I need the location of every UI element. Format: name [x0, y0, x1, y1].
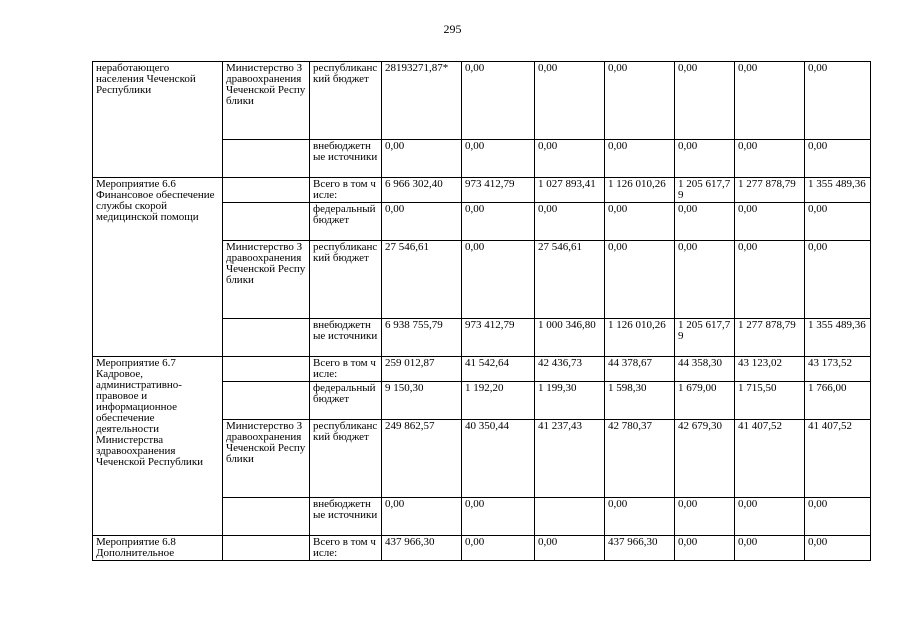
year-value-cell: 0,00 — [805, 203, 871, 241]
year-value-cell: 43 123,02 — [735, 357, 805, 382]
funding-source-cell: Всего в том числе: — [310, 357, 382, 382]
year-value-cell: 0,00 — [675, 203, 735, 241]
funding-source-cell: федеральный бюджет — [310, 203, 382, 241]
table-row — [93, 62, 871, 140]
year-value-cell: 0,00 — [462, 203, 535, 241]
funding-source-cell: Всего в том числе: — [310, 178, 382, 203]
funding-source-cell: республиканский бюджет — [310, 420, 382, 498]
year-value-cell: 0,00 — [605, 241, 675, 319]
executor-cell — [223, 536, 310, 561]
year-value-cell: 0,00 — [462, 140, 535, 178]
executor-cell — [223, 319, 310, 357]
year-value-cell: 0,00 — [605, 140, 675, 178]
year-value-cell: 1 355 489,36 — [805, 178, 871, 203]
executor-cell — [223, 357, 310, 382]
year-value-cell: 0,00 — [675, 62, 735, 140]
total-cell: 0,00 — [382, 140, 462, 178]
total-cell: 9 150,30 — [382, 382, 462, 420]
year-value-cell: 0,00 — [735, 62, 805, 140]
year-value-cell: 43 173,52 — [805, 357, 871, 382]
total-cell: 437 966,30 — [382, 536, 462, 561]
year-value-cell: 42 679,30 — [675, 420, 735, 498]
year-value-cell: 0,00 — [535, 536, 605, 561]
year-value-cell: 0,00 — [805, 140, 871, 178]
year-value-cell: 0,00 — [805, 498, 871, 536]
executor-cell — [223, 140, 310, 178]
year-value-cell: 1 199,30 — [535, 382, 605, 420]
year-value-cell: 0,00 — [735, 241, 805, 319]
funding-source-cell: республиканский бюджет — [310, 241, 382, 319]
year-value-cell: 1 205 617,79 — [675, 178, 735, 203]
year-value-cell: 41 407,52 — [805, 420, 871, 498]
year-value-cell: 1 027 893,41 — [535, 178, 605, 203]
year-value-cell: 973 412,79 — [462, 178, 535, 203]
event-name-cell: неработающего населения Чеченской Республики — [93, 62, 223, 178]
table-row — [93, 357, 871, 382]
executor-cell: Министерство Здравоохранения Чеченской Республики — [223, 241, 310, 319]
total-cell: 0,00 — [382, 498, 462, 536]
year-value-cell: 1 000 346,80 — [535, 319, 605, 357]
funding-source-cell: внебюджетные источники — [310, 319, 382, 357]
year-value-cell: 1 277 878,79 — [735, 319, 805, 357]
year-value-cell: 0,00 — [462, 241, 535, 319]
event-name-cell: Мероприятие 6.6 Финансовое обеспечение службы скорой медицинской помощи — [93, 178, 223, 357]
year-value-cell: 0,00 — [675, 498, 735, 536]
year-value-cell: 0,00 — [675, 140, 735, 178]
year-value-cell: 0,00 — [675, 536, 735, 561]
total-cell: 6 966 302,40 — [382, 178, 462, 203]
year-value-cell: 1 126 010,26 — [605, 178, 675, 203]
year-value-cell: 0,00 — [735, 140, 805, 178]
year-value-cell: 973 412,79 — [462, 319, 535, 357]
total-cell: 0,00 — [382, 203, 462, 241]
event-name-cell: Мероприятие 6.8 Дополнительное — [93, 536, 223, 561]
year-value-cell: 0,00 — [605, 62, 675, 140]
funding-source-cell: федеральный бюджет — [310, 382, 382, 420]
year-value-cell: 0,00 — [735, 498, 805, 536]
funding-source-cell: Всего в том числе: — [310, 536, 382, 561]
year-value-cell — [535, 498, 605, 536]
year-value-cell: 1 277 878,79 — [735, 178, 805, 203]
total-cell: 259 012,87 — [382, 357, 462, 382]
year-value-cell: 0,00 — [735, 536, 805, 561]
executor-cell — [223, 178, 310, 203]
funding-source-cell: внебюджетные источники — [310, 498, 382, 536]
page-number: 295 — [443, 22, 462, 36]
table-row — [93, 536, 871, 561]
budget-table — [92, 61, 871, 561]
executor-cell — [223, 203, 310, 241]
year-value-cell: 437 966,30 — [605, 536, 675, 561]
total-cell: 28193271,87* — [382, 62, 462, 140]
year-value-cell: 1 126 010,26 — [605, 319, 675, 357]
year-value-cell: 0,00 — [462, 536, 535, 561]
year-value-cell: 27 546,61 — [535, 241, 605, 319]
year-value-cell: 41 407,52 — [735, 420, 805, 498]
total-cell: 27 546,61 — [382, 241, 462, 319]
table-row — [93, 178, 871, 203]
executor-cell: Министерство Здравоохранения Чеченской Республики — [223, 62, 310, 140]
year-value-cell: 0,00 — [805, 241, 871, 319]
year-value-cell: 0,00 — [462, 62, 535, 140]
funding-source-cell: республиканский бюджет — [310, 62, 382, 140]
year-value-cell: 0,00 — [462, 498, 535, 536]
year-value-cell: 0,00 — [605, 203, 675, 241]
year-value-cell: 44 358,30 — [675, 357, 735, 382]
total-cell: 249 862,57 — [382, 420, 462, 498]
year-value-cell: 1 766,00 — [805, 382, 871, 420]
year-value-cell: 41 237,43 — [535, 420, 605, 498]
year-value-cell: 41 542,64 — [462, 357, 535, 382]
year-value-cell: 0,00 — [605, 498, 675, 536]
year-value-cell: 1 679,00 — [675, 382, 735, 420]
year-value-cell: 1 715,50 — [735, 382, 805, 420]
year-value-cell: 1 598,30 — [605, 382, 675, 420]
total-cell: 6 938 755,79 — [382, 319, 462, 357]
year-value-cell: 1 355 489,36 — [805, 319, 871, 357]
year-value-cell: 0,00 — [535, 203, 605, 241]
year-value-cell: 40 350,44 — [462, 420, 535, 498]
year-value-cell: 44 378,67 — [605, 357, 675, 382]
year-value-cell: 0,00 — [805, 62, 871, 140]
executor-cell — [223, 498, 310, 536]
year-value-cell: 0,00 — [535, 140, 605, 178]
executor-cell — [223, 382, 310, 420]
year-value-cell: 0,00 — [675, 241, 735, 319]
event-name-cell: Мероприятие 6.7 Кадровое, административно-правовое и информационное обеспечение деятельности Министерства здравоохранения Чеченской Республики — [93, 357, 223, 536]
year-value-cell: 0,00 — [535, 62, 605, 140]
year-value-cell: 42 780,37 — [605, 420, 675, 498]
executor-cell: Министерство Здравоохранения Чеченской Республики — [223, 420, 310, 498]
year-value-cell: 0,00 — [735, 203, 805, 241]
year-value-cell: 1 192,20 — [462, 382, 535, 420]
year-value-cell: 42 436,73 — [535, 357, 605, 382]
year-value-cell: 0,00 — [805, 536, 871, 561]
funding-source-cell: внебюджетные источники — [310, 140, 382, 178]
year-value-cell: 1 205 617,79 — [675, 319, 735, 357]
